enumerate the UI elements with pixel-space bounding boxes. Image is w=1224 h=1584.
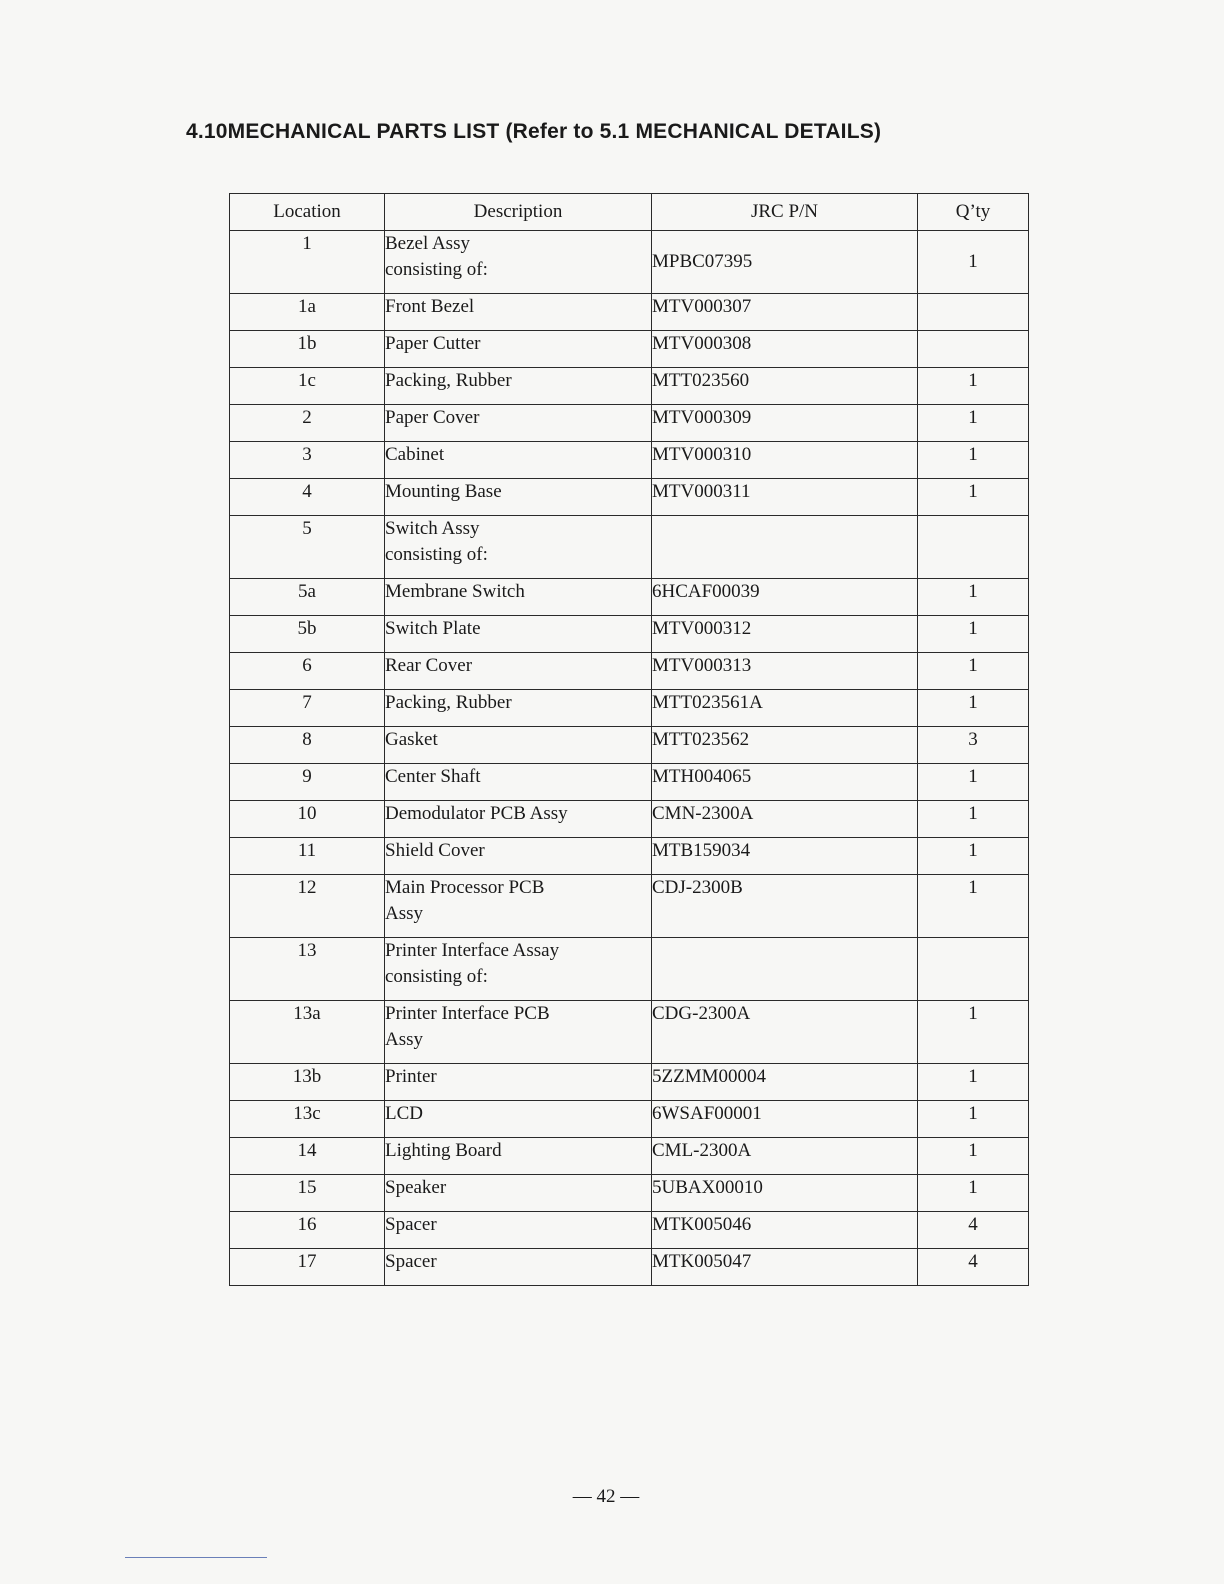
mechanical-parts-table: [229, 193, 1029, 1286]
description-line: LCD: [385, 1103, 423, 1124]
cell-part-number: [652, 938, 918, 1001]
description-line: Gasket: [385, 729, 438, 750]
cell-description: [385, 1212, 652, 1249]
cell-quantity: 1: [918, 1001, 1029, 1064]
cell-description: [385, 838, 652, 875]
cell-part-number: MPBC07395: [652, 231, 918, 294]
description-line: Front Bezel: [385, 296, 475, 317]
cell-part-number: MTV000309: [652, 405, 918, 442]
cell-location: 5b: [230, 616, 385, 653]
description-line: Spacer: [385, 1214, 437, 1235]
cell-location: 15: [230, 1175, 385, 1212]
cell-part-number: MTH004065: [652, 764, 918, 801]
cell-quantity: 1: [918, 875, 1029, 938]
cell-quantity: 1: [918, 579, 1029, 616]
description-line: Printer Interface PCB: [385, 1003, 550, 1024]
cell-location: 5a: [230, 579, 385, 616]
cell-location: 17: [230, 1249, 385, 1286]
cell-quantity: 1: [918, 616, 1029, 653]
cell-quantity: 4: [918, 1249, 1029, 1286]
page-title: 4.10MECHANICAL PARTS LIST (Refer to 5.1 MECHANICAL DETAILS): [186, 120, 882, 143]
cell-location: 13: [230, 938, 385, 1001]
cell-description: [385, 616, 652, 653]
cell-location: 11: [230, 838, 385, 875]
cell-part-number: MTV000308: [652, 331, 918, 368]
cell-quantity: 1: [918, 231, 1029, 294]
table-row: [230, 331, 1029, 368]
cell-quantity: 1: [918, 479, 1029, 516]
cell-description: [385, 1001, 652, 1064]
description-line: Printer: [385, 1066, 437, 1087]
cell-location: 9: [230, 764, 385, 801]
cell-quantity: 1: [918, 801, 1029, 838]
cell-quantity: 1: [918, 1064, 1029, 1101]
cell-location: 14: [230, 1138, 385, 1175]
description-line: Shield Cover: [385, 840, 485, 861]
cell-location: 1b: [230, 331, 385, 368]
cell-location: 7: [230, 690, 385, 727]
cell-location: 2: [230, 405, 385, 442]
table-row: [230, 1212, 1029, 1249]
cell-part-number: MTV000310: [652, 442, 918, 479]
cell-part-number: [652, 516, 918, 579]
cell-location: 5: [230, 516, 385, 579]
column-header-description: Description: [385, 194, 652, 231]
cell-quantity: 4: [918, 1212, 1029, 1249]
description-line: Paper Cutter: [385, 333, 481, 354]
cell-part-number: MTB159034: [652, 838, 918, 875]
cell-quantity: 1: [918, 1101, 1029, 1138]
cell-part-number: CML-2300A: [652, 1138, 918, 1175]
table-row: [230, 727, 1029, 764]
cell-description: [385, 938, 652, 1001]
table-row: [230, 1175, 1029, 1212]
cell-quantity: 1: [918, 405, 1029, 442]
table-row: [230, 368, 1029, 405]
cell-quantity: 1: [918, 1138, 1029, 1175]
cell-description: [385, 1101, 652, 1138]
table-row: [230, 1001, 1029, 1064]
description-line: Main Processor PCB: [385, 877, 545, 898]
cell-quantity: 1: [918, 653, 1029, 690]
description-line: consisting of:: [385, 259, 488, 280]
cell-description: [385, 294, 652, 331]
description-line: Printer Interface Assay: [385, 940, 560, 961]
description-line: Switch Plate: [385, 618, 481, 639]
cell-quantity: 1: [918, 764, 1029, 801]
cell-description: [385, 1064, 652, 1101]
cell-quantity: [918, 516, 1029, 579]
table-row: [230, 875, 1029, 938]
cell-description: [385, 1138, 652, 1175]
cell-description: [385, 442, 652, 479]
description-line: Packing, Rubber: [385, 370, 512, 391]
table-row: [230, 405, 1029, 442]
column-header-part-number: JRC P/N: [652, 194, 918, 231]
parts-table-body: [230, 231, 1029, 1286]
description-line: Switch Assy: [385, 518, 480, 539]
table-row: [230, 479, 1029, 516]
cell-location: 3: [230, 442, 385, 479]
cell-description: [385, 727, 652, 764]
cell-quantity: 1: [918, 838, 1029, 875]
cell-quantity: 1: [918, 1175, 1029, 1212]
description-line: Cabinet: [385, 444, 445, 465]
cell-description: [385, 479, 652, 516]
table-row: [230, 294, 1029, 331]
cell-part-number: MTK005047: [652, 1249, 918, 1286]
cell-description: [385, 801, 652, 838]
cell-location: 10: [230, 801, 385, 838]
cell-location: 4: [230, 479, 385, 516]
cell-location: 12: [230, 875, 385, 938]
column-header-location: Location: [230, 194, 385, 231]
description-line: Assy: [385, 1029, 424, 1050]
description-line: Assy: [385, 903, 424, 924]
cell-part-number: MTV000311: [652, 479, 918, 516]
cell-description: [385, 1175, 652, 1212]
table-row: [230, 231, 1029, 294]
cell-part-number: CMN-2300A: [652, 801, 918, 838]
table-row: [230, 653, 1029, 690]
description-line: Demodulator PCB Assy: [385, 803, 568, 824]
description-line: Paper Cover: [385, 407, 480, 428]
cell-part-number: MTT023562: [652, 727, 918, 764]
cell-location: 13a: [230, 1001, 385, 1064]
cell-location: 13c: [230, 1101, 385, 1138]
cell-part-number: 6WSAF00001: [652, 1101, 918, 1138]
table-row: [230, 1064, 1029, 1101]
cell-description: [385, 875, 652, 938]
table-row: [230, 690, 1029, 727]
cell-part-number: 5UBAX00010: [652, 1175, 918, 1212]
cell-quantity: 1: [918, 368, 1029, 405]
cell-description: [385, 405, 652, 442]
cell-quantity: 3: [918, 727, 1029, 764]
table-row: [230, 1101, 1029, 1138]
description-line: Bezel Assy: [385, 233, 470, 254]
cell-location: 1a: [230, 294, 385, 331]
column-header-quantity: Q’ty: [918, 194, 1029, 231]
table-header-row: [230, 194, 1029, 231]
cell-description: [385, 653, 652, 690]
description-line: Speaker: [385, 1177, 447, 1198]
cell-quantity: 1: [918, 442, 1029, 479]
table-row: [230, 442, 1029, 479]
page-number: — 42 —: [572, 1486, 640, 1507]
description-line: Membrane Switch: [385, 581, 525, 602]
description-line: Mounting Base: [385, 481, 502, 502]
description-line: Packing, Rubber: [385, 692, 512, 713]
description-line: consisting of:: [385, 544, 488, 565]
table-row: [230, 1249, 1029, 1286]
footer-rule: [125, 1557, 267, 1558]
cell-location: 16: [230, 1212, 385, 1249]
table-row: [230, 616, 1029, 653]
cell-description: [385, 690, 652, 727]
cell-part-number: CDG-2300A: [652, 1001, 918, 1064]
cell-location: 13b: [230, 1064, 385, 1101]
description-line: Lighting Board: [385, 1140, 502, 1161]
table-row: [230, 801, 1029, 838]
cell-part-number: MTK005046: [652, 1212, 918, 1249]
cell-part-number: MTV000312: [652, 616, 918, 653]
cell-part-number: MTT023560: [652, 368, 918, 405]
table-row: [230, 579, 1029, 616]
cell-description: [385, 368, 652, 405]
cell-part-number: MTV000307: [652, 294, 918, 331]
table-row: [230, 838, 1029, 875]
cell-quantity: 1: [918, 690, 1029, 727]
cell-quantity: [918, 331, 1029, 368]
cell-quantity: [918, 294, 1029, 331]
cell-part-number: 5ZZMM00004: [652, 1064, 918, 1101]
cell-description: [385, 516, 652, 579]
cell-description: [385, 231, 652, 294]
cell-description: [385, 764, 652, 801]
description-line: consisting of:: [385, 966, 488, 987]
cell-location: 6: [230, 653, 385, 690]
cell-part-number: MTV000313: [652, 653, 918, 690]
cell-description: [385, 1249, 652, 1286]
description-line: Spacer: [385, 1251, 437, 1272]
table-row: [230, 764, 1029, 801]
cell-location: 8: [230, 727, 385, 764]
description-line: Rear Cover: [385, 655, 473, 676]
table-row: [230, 938, 1029, 1001]
cell-part-number: 6HCAF00039: [652, 579, 918, 616]
table-row: [230, 1138, 1029, 1175]
table-row: [230, 516, 1029, 579]
cell-quantity: [918, 938, 1029, 1001]
cell-location: 1: [230, 231, 385, 294]
cell-part-number: MTT023561A: [652, 690, 918, 727]
cell-description: [385, 579, 652, 616]
cell-description: [385, 331, 652, 368]
cell-location: 1c: [230, 368, 385, 405]
cell-part-number: CDJ-2300B: [652, 875, 918, 938]
description-line: Center Shaft: [385, 766, 481, 787]
